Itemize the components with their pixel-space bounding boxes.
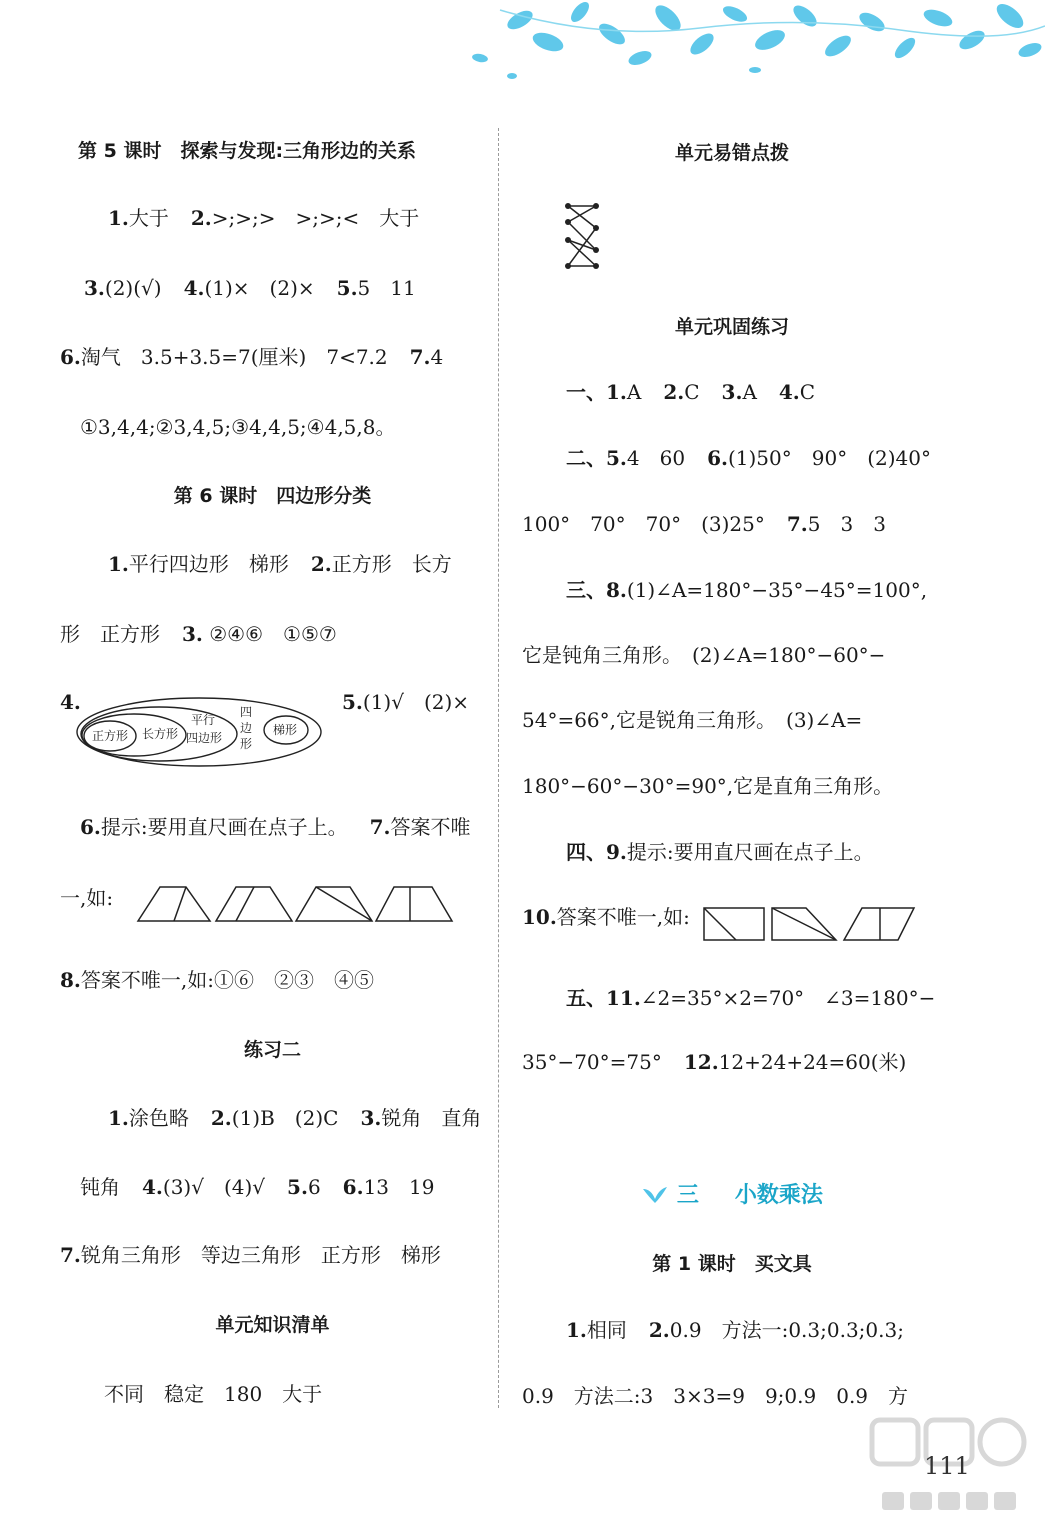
venn-label: 长方形: [142, 727, 179, 741]
answer-line: 180°−60°−30°=90°,它是直角三角形。: [522, 774, 894, 798]
answer-line: 五、11.∠2=35°×2=70° ∠3=180°−: [566, 986, 936, 1010]
answer-line: 6.提示:要用直尺画在点子上。 7.答案不唯: [80, 815, 471, 839]
answer-line: 100° 70° 70° (3)25° 7.5 3 3: [522, 512, 886, 536]
section-heading: 单元知识清单: [215, 1314, 330, 1336]
answer-line: 二、5.4 60 6.(1)50° 90° (2)40°: [566, 446, 931, 470]
answer-line: 四、9.提示:要用直尺画在点子上。: [566, 840, 874, 864]
venn-label: 边: [240, 721, 253, 735]
parallelogram-figures: [702, 904, 922, 944]
section-heading: 第 6 课时 四边形分类: [173, 485, 372, 507]
column-divider: [498, 128, 499, 1408]
answer-line: 它是钝角三角形。 (2)∠A=180°−60°−: [522, 643, 886, 667]
answer-line: 1.涂色略 2.(1)B (2)C 3.锐角 直角: [108, 1106, 482, 1130]
answer-line: 1.平行四边形 梯形 2.正方形 长方: [108, 552, 452, 576]
page-number: 111: [924, 1452, 970, 1480]
section-heading: 第 5 课时 探索与发现:三角形边的关系: [78, 140, 417, 162]
answer-line: 4. 5.(1)√ (2)×: [60, 690, 470, 714]
answer-line: 3.(2)(√) 4.(1)× (2)× 5.5 11: [84, 276, 416, 300]
trapezoid-figures: [136, 883, 456, 925]
answer-line: 6.淘气 3.5+3.5=7(厘米) 7<7.2 7.4: [60, 345, 444, 369]
answer-line: 1.大于 2.>;>;> >;>;< 大于: [108, 206, 420, 230]
venn-label: 平行: [191, 713, 216, 727]
unit-title: 三 小数乘法: [522, 1178, 942, 1209]
answer-line: 8.答案不唯一,如:①⑥ ②③ ④⑤: [60, 968, 374, 992]
answer-line: 钝角 4.(3)√ (4)√ 5.6 6.13 19: [80, 1175, 435, 1199]
leaf-decoration: [0, 0, 1045, 90]
section-heading: 单元易错点拨: [674, 142, 789, 164]
answer-line: 1.相同 2.0.9 方法一:0.3;0.3;0.3;: [566, 1318, 904, 1342]
answer-line: 10.答案不唯一,如:: [522, 905, 690, 929]
section-heading: 单元巩固练习: [674, 316, 789, 338]
venn-label: 四: [240, 705, 253, 719]
venn-label: 四边形: [186, 731, 223, 745]
answer-line: 一、1.A 2.C 3.A 4.C: [566, 380, 816, 404]
answer-line: 三、8.(1)∠A=180°−35°−45°=100°,: [566, 578, 928, 602]
answer-line: ①3,4,4;②3,4,5;③4,4,5;④4,5,8。: [80, 415, 396, 439]
answer-line: 不同 稳定 180 大于: [104, 1382, 323, 1406]
answer-line: 形 正方形 3. ②④⑥ ①⑤⑦: [60, 622, 337, 646]
quadrilateral-venn-diagram: [74, 694, 324, 770]
answer-line: 一,如:: [60, 886, 114, 910]
answer-line: 54°=66°,它是锐角三角形。 (3)∠A=: [522, 708, 863, 732]
section-heading: 第 1 课时 买文具: [652, 1253, 812, 1275]
matching-lines-figure: [562, 200, 606, 274]
venn-label: 正方形: [92, 729, 129, 743]
venn-label: 梯形: [273, 723, 298, 737]
venn-label: 形: [240, 737, 253, 751]
section-heading: 练习二: [243, 1039, 301, 1061]
bird-icon: [641, 1183, 669, 1205]
answer-line: 7.锐角三角形 等边三角形 正方形 梯形: [60, 1243, 441, 1267]
answer-line: 0.9 方法二:3 3×3=9 9;0.9 0.9 方: [522, 1384, 909, 1408]
answer-line: 35°−70°=75° 12.12+24+24=60(米): [522, 1050, 907, 1074]
